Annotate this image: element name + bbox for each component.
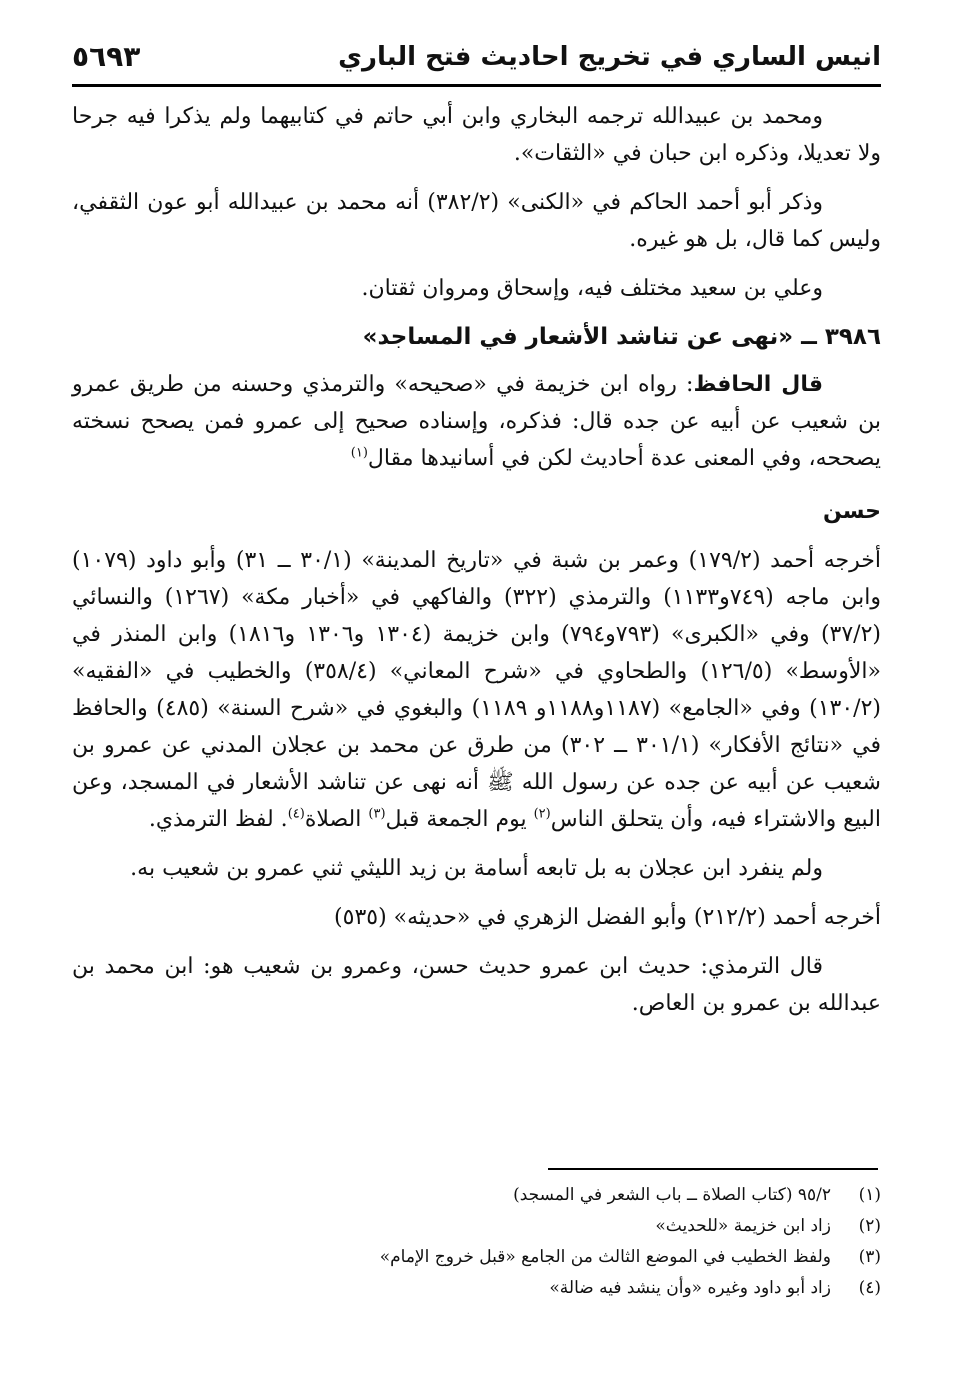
takhrij-text-d: . لفظ الترمذي. xyxy=(148,807,288,832)
takhrij-paragraph xyxy=(72,542,881,838)
footnote-ref-1: (١) xyxy=(350,445,368,461)
paragraph-2: وذكر أبو أحمد الحاكم في «الكنى» (٣٨٢/٢) أنه محمد بن عبيدالله أبو عون الثقفي، وليس كما قال، بل هو غيره. xyxy=(72,190,881,252)
footnote-text: زاد أبو داود وغيره «وأن ينشد فيه ضالة» xyxy=(549,1278,831,1298)
hafiz-paragraph xyxy=(72,366,881,477)
paragraph-6: أخرجه أحمد (٢١٢/٢) وأبو الفضل الزهري في «حديثه» (٥٣٥) xyxy=(334,905,881,930)
footnote xyxy=(72,1242,881,1273)
paragraph-3: وعلي بن سعيد مختلف فيه، وإسحاق ومروان ثقتان. xyxy=(361,276,823,301)
footnote xyxy=(72,1273,881,1304)
footnotes xyxy=(72,1180,881,1304)
footnote-number: (٤) xyxy=(858,1278,881,1298)
footnote-ref-2: (٢) xyxy=(533,806,551,822)
footnote-number: (١) xyxy=(858,1185,881,1205)
paragraph-5: ولم ينفرد ابن عجلان به بل تابعه أسامة بن زيد الليثي ثني عمرو بن شعيب به. xyxy=(130,856,823,881)
takhrij-text-b: يوم الجمعة قبل xyxy=(385,807,534,832)
hadith-grade: حسن xyxy=(822,499,881,524)
footnote-text: ولفظ الخطيب في الموضع الثالث من الجامع «قبل خروج الإمام» xyxy=(379,1247,831,1267)
footnote-text: ٩٥/٢ (كتاب الصلاة ــ باب الشعر في المسجد) xyxy=(513,1185,831,1205)
footnote-number: (٢) xyxy=(858,1216,881,1236)
footnote xyxy=(72,1180,881,1211)
footnote-rule xyxy=(548,1168,878,1170)
takhrij-text-a: أخرجه أحمد (١٧٩/٢) وعمر بن شبة في «تاريخ المدينة» (٣٠/١ ــ ٣١) وأبو داود (١٠٧٩) وابن ماجه (٧٤٩و١١٣٣) والترمذي (٣٢٢) والفاكهي في «أخبار مكة» (١٢٦٧) والنسائي (٣٧/٢) وفي «الكبرى» (٧٩٣و٧٩٤) وابن خزيمة (١٣٠٤ و١٣٠٦ و١٨١٦) وابن المنذر في «الأوسط» (١٢٦/٥) والطحاوي في «شرح المعاني» (٣٥٨/٤) والخطيب في «الفقيه» (١٣٠/٢) وفي «الجامع» (١١٨٧و١١٨٨و ١١٨٩) والبغوي في «شرح السنة» (٤٨٥) والحافظ في «نتائج الأفكار» (٣٠١/١ ــ ٣٠٢) من طرق عن محمد بن عجلان المدني عن عمرو بن شعيب عن أبيه عن جده عن رسول الله ﷺ أنه نهى عن تناشد الأشعار في المسجد، وعن البيع والاشتراء فيه، وأن يتحلق الناس xyxy=(72,548,882,832)
header-rule xyxy=(72,84,881,87)
header-title: انيس الساري في تخريج احاديث فتح الباري xyxy=(338,42,881,72)
hafiz-text: : رواه ابن خزيمة في «صحيحه» والترمذي وحسنه من طريق عمرو بن شعيب عن أبيه عن جده قال: فذكره، وإسناده صحيح إلى عمرو فمن يصحح نسخته يصححه، وفي المعنى عدة أحاديث لكن في أسانيدها مقال xyxy=(72,372,881,471)
footnote-text: زاد ابن خزيمة «للحديث» xyxy=(655,1216,831,1236)
footnote-ref-4: (٤) xyxy=(287,806,305,822)
footnote-ref-3: (٣) xyxy=(368,806,386,822)
main-text xyxy=(72,98,881,1034)
running-header xyxy=(72,40,881,80)
page-number: ٥٦٩٣ xyxy=(72,40,141,73)
hadith-heading: ٣٩٨٦ ــ «نهى عن تناشد الأشعار في المساجد» xyxy=(362,324,881,350)
paragraph-1: ومحمد بن عبيدالله ترجمه البخاري وابن أبي حاتم في كتابيهما ولم يذكرا فيه جرحا ولا تعديلا، وذكره ابن حبان في «الثقات». xyxy=(72,104,881,166)
hafiz-label: قال الحافظ xyxy=(693,372,823,397)
paragraph-7: قال الترمذي: حديث ابن عمرو حديث حسن، وعمرو بن شعيب هو: ابن محمد بن عبدالله بن عمرو بن العاص. xyxy=(72,954,881,1016)
footnote-number: (٣) xyxy=(858,1247,881,1267)
takhrij-text-c: الصلاة xyxy=(304,807,369,832)
footnote xyxy=(72,1211,881,1242)
